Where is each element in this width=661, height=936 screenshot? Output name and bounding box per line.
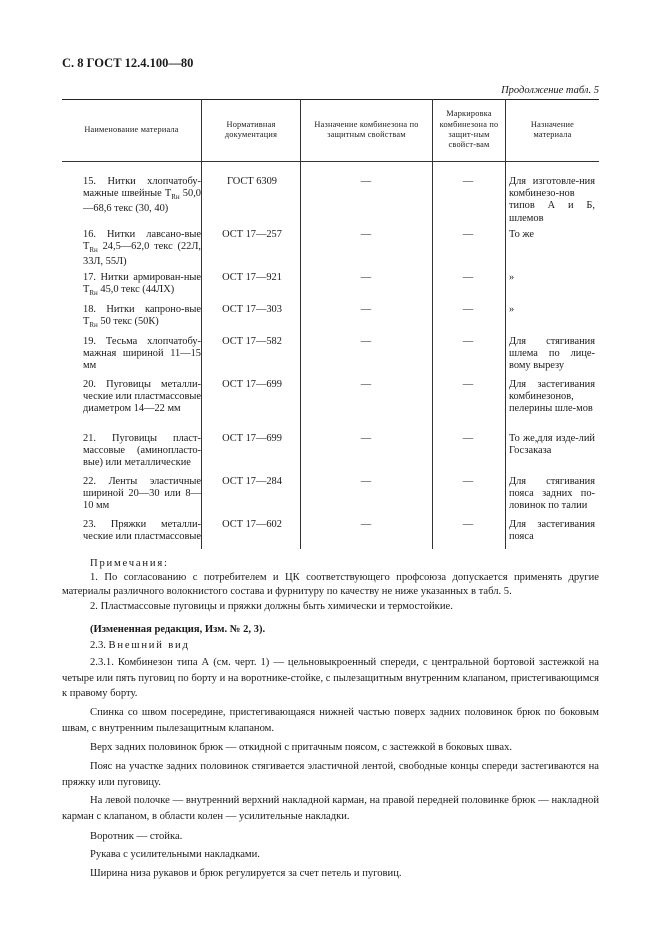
material-purpose-cell: То же <box>509 229 535 240</box>
purpose-cell: — <box>360 272 372 283</box>
section-title: Внешний вид <box>108 640 190 651</box>
document-cell: ОСТ 17—284 <box>222 476 282 487</box>
purpose-cell: — <box>360 176 372 187</box>
paragraph: Пояс на участке задних половинок стягивается эластичной лентой, свободные концы спереди застегиваются на пряжку или пуговицу. <box>62 761 599 788</box>
paragraph: Ширина низа рукавов и брюк регулируется за счет петель и пуговиц. <box>90 868 402 879</box>
marking-cell: — <box>462 433 474 444</box>
paragraph: Спинка со швом посередине, пристегивающаяся нижней частью поверх задних половинок брюк по боковым швам, с внутренним пылезащитным клапаном. <box>62 707 599 734</box>
column-header-purpose: Назначение комбинезона по защитным свойствам <box>314 119 419 139</box>
column-header-doc: Нормативная документация <box>224 119 278 139</box>
table-continuation-label: Продолжение табл. 5 <box>501 85 599 96</box>
marking-cell: — <box>462 229 474 240</box>
material-name-cell: 21. Пуговицы пласт-массовые (аминопласто-вые) или металлические <box>83 433 201 469</box>
document-cell: ОСТ 17—602 <box>222 519 282 530</box>
paragraph: На левой полочке — внутренний верхний накладной карман, на правой передней половинке брюк — накладной карман с клапаном, в области колен — усилительные накладки. <box>62 795 599 822</box>
section-number: 2.3. <box>90 640 106 651</box>
material-name-cell: 22. Ленты эластичные шириной 20—30 или 8—10 мм <box>83 476 201 512</box>
note-1: 1. По согласованию с потребителем и ЦК соответствующего профсоюза допускается применять другие материалы различного волокнистого состава и фурнитуру по качеству не ниже указанных в табл. 5. <box>62 572 599 597</box>
material-name-cell: 20. Пуговицы металли-ческие или пластмассовые диаметром 14—22 мм <box>83 379 201 415</box>
purpose-cell: — <box>360 476 372 487</box>
marking-cell: — <box>462 519 474 530</box>
material-purpose-cell: » <box>509 272 515 283</box>
notes-title <box>90 556 599 571</box>
table-header-rule <box>62 161 599 162</box>
document-cell: ОСТ 17—921 <box>222 272 282 283</box>
marking-cell: — <box>462 176 474 187</box>
document-cell: ОСТ 17—699 <box>222 379 282 390</box>
note-2: 2. Пластмассовые пуговицы и пряжки должны быть химически и термостойкие. <box>90 601 453 612</box>
purpose-cell: — <box>360 433 372 444</box>
paragraph: Верх задних половинок брюк — откидной с притачным поясом, с застежкой в боковых швах. <box>90 742 513 753</box>
material-name-cell: 18. Нитки капроно-вые $Т_{Rн}$ 50 текс (50К) <box>83 304 201 330</box>
material-purpose-cell: То же,для изде-лий Госзаказа <box>509 433 595 457</box>
paragraph: Воротник — стойка. <box>90 831 183 842</box>
purpose-cell: — <box>360 229 372 240</box>
column-divider <box>505 99 506 549</box>
material-purpose-cell: Для застегивания пояса <box>509 519 595 543</box>
section-heading <box>62 638 599 653</box>
document-cell: ОСТ 17—699 <box>222 433 282 444</box>
paragraph: 2.3.1. Комбинезон типа А (см. черт. 1) — цельновыкроенный спереди, с центральной бортовой застежкой на четыре или пять пуговиц по борту и на воротнике-стойке, с пылезащитным внутренним клапаном, пристегивающимся к правому борту. <box>62 657 599 699</box>
page-header: С. 8 ГОСТ 12.4.100—80 <box>62 56 194 70</box>
column-header-name: Наименование материала <box>84 124 179 134</box>
material-name-cell: 23. Пряжки металли-ческие или пластмассовые <box>83 519 201 543</box>
material-purpose-cell: Для застегивания комбинезонов, пелерины шле-мов <box>509 379 595 415</box>
material-purpose-cell: Для стягивания пояса задних по-ловинок по талии <box>509 476 595 512</box>
document-cell: ОСТ 17—303 <box>222 304 282 315</box>
material-name-cell: 16. Нитки лавсано-вые $Т_{Rн}$ 24,5—62,0 текс (22Л, 33Л, 55Л) <box>83 229 201 268</box>
purpose-cell: — <box>360 379 372 390</box>
material-purpose-cell: Для изготовле-ния комбинезо-нов типов А и Б, шлемов <box>509 176 595 224</box>
marking-cell: — <box>462 272 474 283</box>
column-header-material: Назначение материала <box>530 119 575 139</box>
material-name-cell: 17. Нитки армирован-ные $Т_{Rн}$ 45,0 текс (44ЛХ) <box>83 272 201 298</box>
document-cell: ОСТ 17—582 <box>222 336 282 347</box>
document-cell: ОСТ 17—257 <box>222 229 282 240</box>
purpose-cell: — <box>360 304 372 315</box>
marking-cell: — <box>462 304 474 315</box>
material-name-cell: 19. Тесьма хлопчатобу-мажная шириной 11—15 мм <box>83 336 201 372</box>
document-cell: ГОСТ 6309 <box>226 176 278 187</box>
purpose-cell: — <box>360 336 372 347</box>
material-purpose-cell: Для стягивания шлема по лице-вому вырезу <box>509 336 595 372</box>
edition-note: (Измененная редакция, Изм. № 2, 3). <box>90 624 266 635</box>
column-header-marking: Маркировка комбинезона по защит-ным свойст-вам <box>439 109 499 150</box>
marking-cell: — <box>462 379 474 390</box>
column-divider <box>201 99 202 549</box>
purpose-cell: — <box>360 519 372 530</box>
marking-cell: — <box>462 336 474 347</box>
material-purpose-cell: » <box>509 304 515 315</box>
notes-title-text: Примечания: <box>90 558 169 569</box>
paragraph: Рукава с усилительными накладками. <box>90 849 260 860</box>
material-name-cell: 15. Нитки хлопчатобу-мажные швейные $Т_{Rн}$ 50,0—68,6 текс (30, 40) <box>83 176 201 215</box>
marking-cell: — <box>462 476 474 487</box>
